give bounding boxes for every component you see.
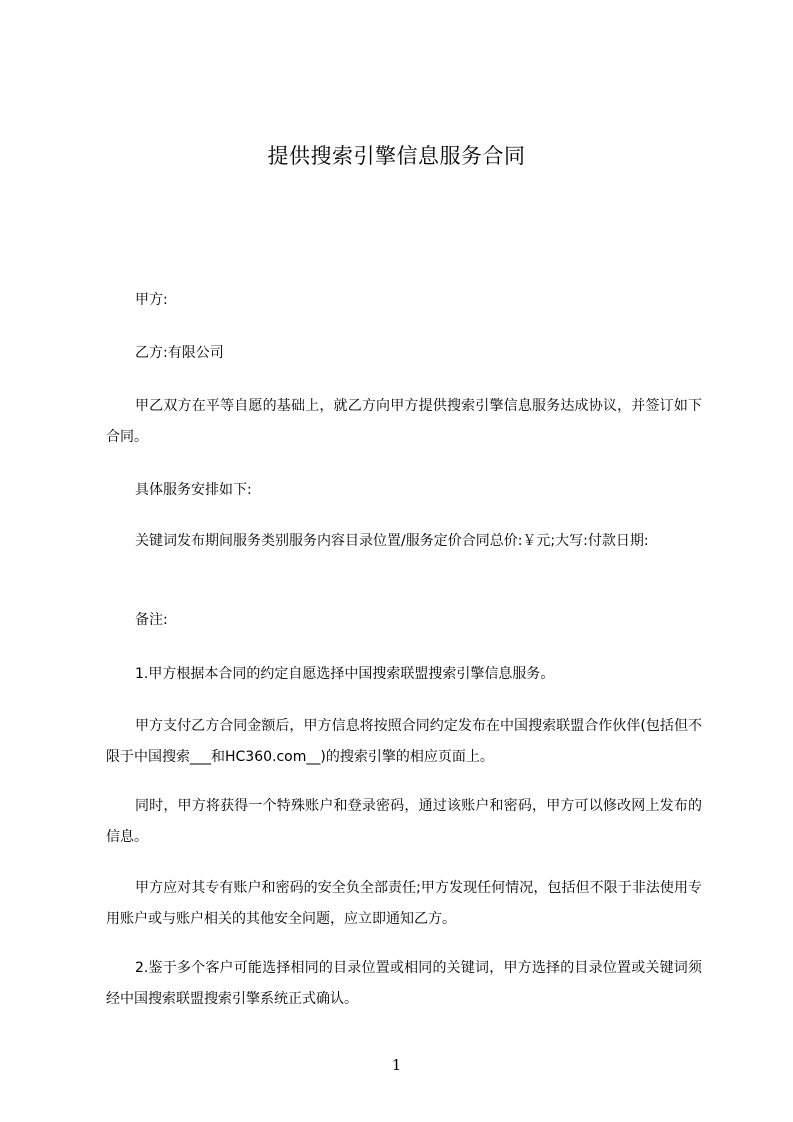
remark-item-2: 2.鉴于多个客户可能选择相同的目录位置或相同的关键词，甲方选择的目录位置或关键词须经中国搜索联盟搜索引擎系统正式确认。 (106, 960, 702, 1007)
party-b-line: 乙方:有限公司 (135, 345, 224, 361)
page-number: 1 (391, 1056, 402, 1074)
payment-publication-paragraph: 甲方支付乙方合同金额后，甲方信息将按照合同约定发布在中国搜索联盟合作伙伴(包括但不限于中国搜索___和HC360.com__)的搜索引擎的相应页面上。 (106, 718, 702, 765)
remarks-heading: 备注: (135, 612, 168, 628)
party-a-line: 甲方: (135, 292, 168, 308)
service-arrangement-heading: 具体服务安排如下: (135, 482, 252, 498)
account-password-paragraph: 同时，甲方将获得一个特殊账户和登录密码，通过该账户和密码，甲方可以修改网上发布的信息。 (106, 798, 702, 845)
account-security-paragraph: 甲方应对其专有账户和密码的安全负全部责任;甲方发现任何情况，包括但不限于非法使用专用账户或与账户相关的其他安全问题，应立即通知乙方。 (106, 880, 702, 927)
intro-paragraph: 甲乙双方在平等自愿的基础上，就乙方向甲方提供搜索引擎信息服务达成协议，并签订如下合同。 (106, 398, 702, 445)
service-details-paragraph: 关键词发布期间服务类别服务内容目录位置/服务定价合同总价:￥元;大写:付款日期: (135, 533, 649, 549)
document-title: 提供搜索引擎信息服务合同 (267, 144, 526, 168)
remark-item-1: 1.甲方根据本合同的约定自愿选择中国搜索联盟搜索引擎信息服务。 (135, 666, 555, 682)
